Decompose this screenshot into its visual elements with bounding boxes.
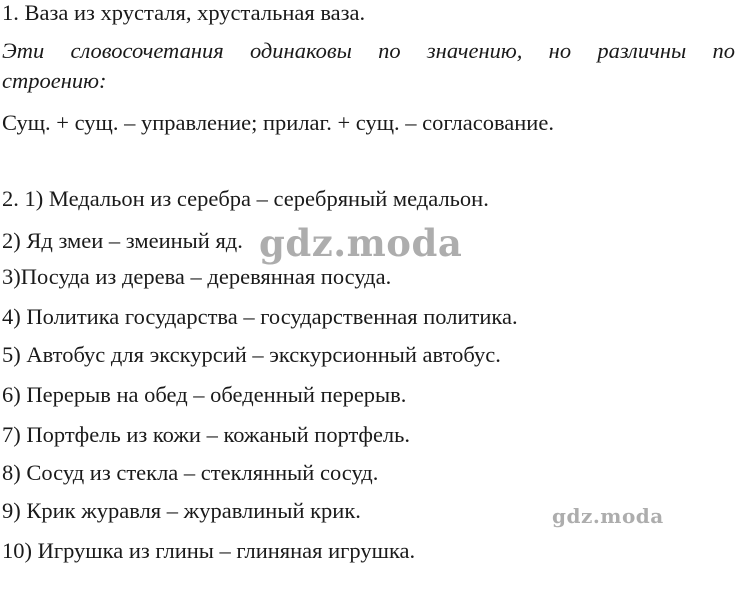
answer-1-note-line-2: строению: [2, 68, 107, 93]
answer-2-item-9: 9) Крик журавля – журавлиный крик. [2, 498, 361, 523]
answer-1-note-line-1: Эти словосочетания одинаковы по значению, но различны по [2, 38, 735, 63]
answer-2-item-10: 10) Игрушка из глины – глиняная игрушка. [2, 538, 416, 563]
answer-2-item-1: 2. 1) Медальон из серебра – серебряный медальон. [2, 186, 489, 211]
answer-1-rule-line: Сущ. + сущ. – управление; прилаг. + сущ. – согласование. [2, 110, 554, 135]
answer-1-line: 1. Ваза из хрусталя, хрустальная ваза. [2, 0, 366, 25]
answer-2-item-3: 3)Посуда из дерева – деревянная посуда. [2, 264, 392, 289]
answer-2-item-6: 6) Перерыв на обед – обеденный перерыв. [2, 382, 407, 407]
answer-2-item-7: 7) Портфель из кожи – кожаный портфель. [2, 422, 411, 447]
answer-2-item-5: 5) Автобус для экскурсий – экскурсионный автобус. [2, 342, 501, 367]
answer-2-item-2: 2) Яд змеи – змеиный яд. [2, 228, 243, 253]
watermark-small: gdz.moda [552, 504, 664, 528]
answer-2-item-8: 8) Сосуд из стекла – стеклянный сосуд. [2, 460, 379, 485]
answer-2-item-4: 4) Политика государства – государственная политика. [2, 304, 518, 329]
watermark-large: gdz.moda [259, 221, 463, 265]
